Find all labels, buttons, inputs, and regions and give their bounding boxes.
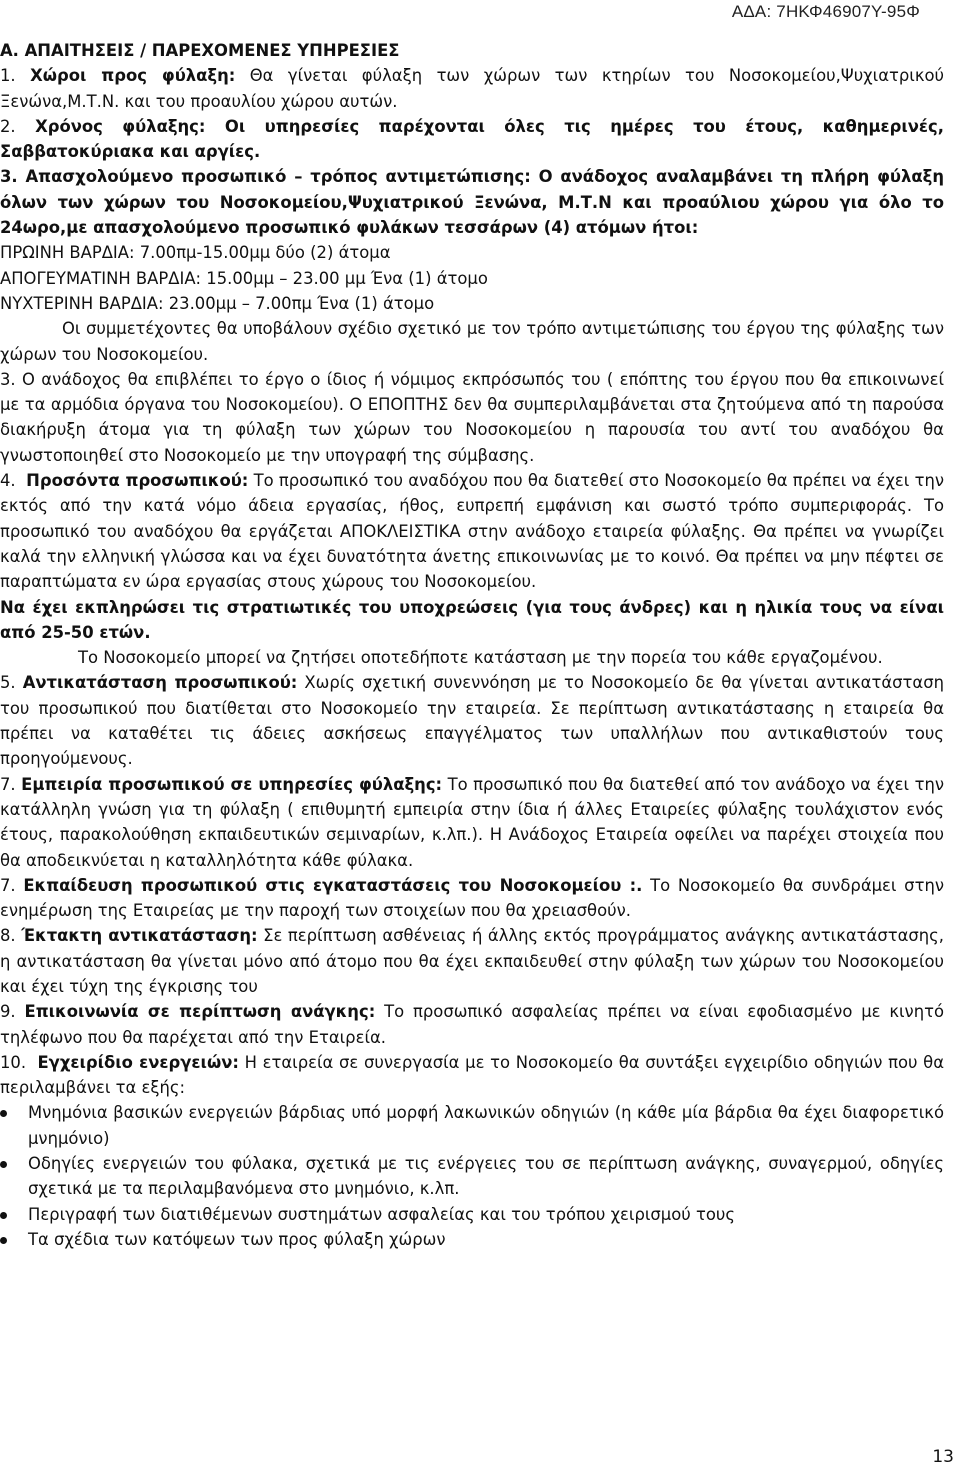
shift-night: ΝΥΧΤΕΡΙΝΗ ΒΑΡΔΙΑ: 23.00μμ – 7.00πμ Ένα (1) άτομο	[0, 293, 435, 313]
paragraph-number: 5.	[0, 673, 16, 693]
list-item-text: Μνημόνια βασικών ενεργειών βάρδιας υπό μορφή λακωνικών οδηγιών (η κάθε μία βάρδια θα έχει διαφορετικό μνημόνιο)	[28, 1103, 944, 1148]
list-item	[0, 1202, 944, 1227]
paragraph-3b	[0, 367, 944, 468]
bullet-icon	[0, 1161, 7, 1168]
paragraph-label: Εκπαίδευση προσωπικού στις εγκαταστάσεις του Νοσοκομείου :.	[23, 875, 643, 895]
paragraph-label: Έκτακτη αντικατάσταση:	[21, 926, 258, 946]
bullet-list	[0, 1100, 944, 1252]
shift-afternoon: ΑΠΟΓΕΥΜΑΤΙΝΗ ΒΑΡΔΙΑ: 15.00μμ – 23.00 μμ Ένα (1) άτομο	[0, 268, 488, 288]
paragraph-text: Το προσωπικό του αναδόχου που θα διατεθεί στο Νοσοκομείο θα πρέπει να έχει την εκτός από την κατά νόμο άδεια εργασίας, ήθος, ευπρεπή εμφάνιση και σωστό τρόπο συμπεριφοράς. Το προσωπικό του αναδόχου θα εργάζεται ΑΠΟΚΛΕΙΣΤΙΚΑ στην ανάδοχο εταιρεία φύλαξης. Θα πρέπει να γνωρίζει καλά την ελληνική γλώσσα και να έχει δυνατότητα άνετης επικοινωνίας με το κοινό. Θα πρέπει να μην πέφτει σε παραπτώματα εν ώρα εργασίας στους χώρους του Νοσοκομείου.	[0, 471, 944, 592]
list-item	[0, 1100, 944, 1151]
paragraph-number: 9.	[0, 1002, 16, 1022]
paragraph-text: Θα γίνεται φύλαξη των χώρων των κτηρίων του Νοσοκομείου,Ψυχιατρικού Ξενώνα,Μ.Τ.Ν. και του προαυλίου χώρου αυτών.	[0, 66, 944, 111]
bullet-icon	[0, 1212, 7, 1219]
paragraph-label: Εμπειρία προσωπικού σε υπηρεσίες φύλαξης:	[21, 774, 443, 794]
paragraph-text: Το Νοσοκομείο θα συνδράμει στην ενημέρωση της Εταιρείας με την παροχή των στοιχείων που θα χρειασθούν.	[0, 875, 944, 921]
paragraph-8	[0, 923, 944, 999]
paragraph-10	[0, 1050, 944, 1101]
paragraph-number: 2.	[0, 116, 16, 136]
document-body	[0, 38, 944, 1252]
paragraph-4-requirement: Να έχει εκπληρώσει τις στρατιωτικές του υποχρεώσεις (για τους άνδρες) και η ηλικία τους να είναι από 25-50 ετών.	[0, 597, 944, 642]
paragraph-number: 1.	[0, 66, 16, 86]
paragraph-number: 4.	[0, 471, 16, 491]
paragraph-3-note: Οι συμμετέχοντες θα υποβάλουν σχέδιο σχετικό με τον τρόπο αντιμετώπισης του έργου της φύλαξης των χώρων του Νοσοκομείου.	[0, 319, 944, 364]
paragraph-label: Προσόντα προσωπικού:	[26, 471, 249, 491]
paragraph-2	[0, 114, 944, 165]
paragraph-3	[0, 164, 944, 240]
paragraph-number: 7.	[0, 875, 16, 895]
paragraph-1	[0, 63, 944, 114]
paragraph-label: Χώροι προς φύλαξη:	[30, 66, 236, 86]
paragraph-9	[0, 999, 944, 1050]
list-item	[0, 1151, 944, 1202]
paragraph-number: 3.	[0, 369, 16, 389]
paragraph-number: 8.	[0, 926, 16, 946]
paragraph-4-tail: Το Νοσοκομείο μπορεί να ζητήσει οποτεδήποτε κατάσταση με την πορεία του κάθε εργαζομένου.	[78, 648, 883, 668]
list-item-text: Περιγραφή των διατιθέμενων συστημάτων ασφαλείας και του τρόπου χειρισμού τους	[28, 1204, 735, 1224]
paragraph-7b	[0, 873, 944, 924]
paragraph-text: Ο ανάδοχος θα επιβλέπει το έργο ο ίδιος ή νόμιμος εκπρόσωπός του ( επόπτης του έργου που θα επικοινωνεί με τα αρμόδια όργανα του Νοσοκομείου). Ο ΕΠΟΠΤΗΣ δεν θα συμπεριλαμβάνεται στα ζητούμενα από τη παρούσα διακήρυξη άτομα για τη φύλαξη των χώρων του Νοσοκομείου η παρουσία του αντί του αναδόχου θα γνωστοποιηθεί στο Νοσοκομείο με την υπογραφή της σύμβασης.	[0, 369, 944, 465]
list-item	[0, 1227, 944, 1252]
paragraph-5	[0, 670, 944, 771]
bullet-icon	[0, 1237, 7, 1244]
bullet-icon	[0, 1110, 7, 1117]
paragraph-label: Εγχειρίδιο ενεργειών:	[37, 1052, 239, 1072]
paragraph-text: Χρόνος φύλαξης: Οι υπηρεσίες παρέχονται όλες τις ημέρες του έτους, καθημερινές, Σαββατοκύριακα και αργίες.	[0, 116, 944, 162]
paragraph-text: Το προσωπικό ασφαλείας πρέπει να είναι εφοδιασμένο με κινητό τηλέφωνο που θα παρέχεται από την Εταιρεία.	[0, 1002, 945, 1047]
paragraph-7a	[0, 772, 944, 873]
paragraph-text: Σε περίπτωση ασθένειας ή άλλης εκτός προγράμματος ανάγκης αντικατάστασης, η αντικατάσταση θα γίνεται μόνο από άτομο που θα έχει εκπαιδευθεί στην φύλαξη των χώρων του Νοσοκομείου και έχει τύχη της έγκρισης του	[0, 926, 944, 996]
paragraph-label: Επικοινωνία σε περίπτωση ανάγκης:	[24, 1002, 376, 1022]
ada-code: ΑΔΑ: 7ΗΚΦ46907Υ-95Φ	[731, 2, 920, 21]
paragraph-label: Αντικατάσταση προσωπικού:	[22, 673, 298, 693]
paragraph-number: 10.	[0, 1052, 27, 1072]
paragraph-number: 7.	[0, 774, 16, 794]
paragraph-number: 3.	[0, 167, 18, 187]
list-item-text: Οδηγίες ενεργειών του φύλακα, σχετικά με τις ενέργειες του σε περίπτωση ανάγκης, συναγερμού, οδηγίες σχετικά με τα περιλαμβανόμενα στο μνημόνιο, κ.λπ.	[28, 1154, 944, 1199]
paragraph-text: Η εταιρεία σε συνεργασία με το Νοσοκομείο θα συντάξει εγχειρίδιο οδηγιών που θα περιλαμβάνει τα εξής:	[0, 1052, 944, 1098]
paragraph-text: Χωρίς σχετική συνεννόηση με το Νοσοκομείο δε θα γίνεται αντικατάσταση του προσωπικού που διατίθεται στο Νοσοκομείο την εταιρεία. Σε περίπτωση αντικατάστασης η εταιρεία θα πρέπει να καταθέτει τις άδειες ασκήσεως επαγγέλματος των υπαλλήλων που αντικαθιστούν τους προηγούμενους.	[0, 673, 944, 769]
page-number: 13	[932, 1447, 954, 1467]
paragraph-4	[0, 468, 944, 594]
paragraph-text: Απασχολούμενο προσωπικό – τρόπος αντιμετώπισης: Ο ανάδοχος αναλαμβάνει τη πλήρη φύλαξη όλων των χώρων του Νοσοκομείου,Ψυχιατρικού Ξενώνα, Μ.Τ.Ν και προαύλιου χώρου για όλο το 24ωρο,με απασχολούμενο προσωπικό φυλάκων τεσσάρων (4) ατόμων ήτοι:	[0, 167, 944, 238]
list-item-text: Τα σχέδια των κατόψεων των προς φύλαξη χώρων	[28, 1229, 446, 1249]
shift-morning: ΠΡΩΙΝΗ ΒΑΡΔΙΑ: 7.00πμ-15.00μμ δύο (2) άτομα	[0, 243, 391, 263]
section-title: Α. ΑΠΑΙΤΗΣΕΙΣ / ΠΑΡΕΧΟΜΕΝΕΣ ΥΠΗΡΕΣΙΕΣ	[0, 41, 400, 60]
paragraph-text: Το προσωπικό που θα διατεθεί από τον ανάδοχο να έχει την κατάλληλη γνώση για τη φύλαξη ( επιθυμητή εμπειρία στην ίδια ή άλλες Εταιρείες φύλαξης τουλάχιστον ενός έτους, παρακολούθηση εκπαιδευτικών σεμιναρίων, κ.λπ.). Η Ανάδοχος Εταιρεία οφείλει να παρέχει στοιχεία που θα αποδεικνύεται η καταλληλότητα κάθε φύλακα.	[0, 774, 944, 870]
